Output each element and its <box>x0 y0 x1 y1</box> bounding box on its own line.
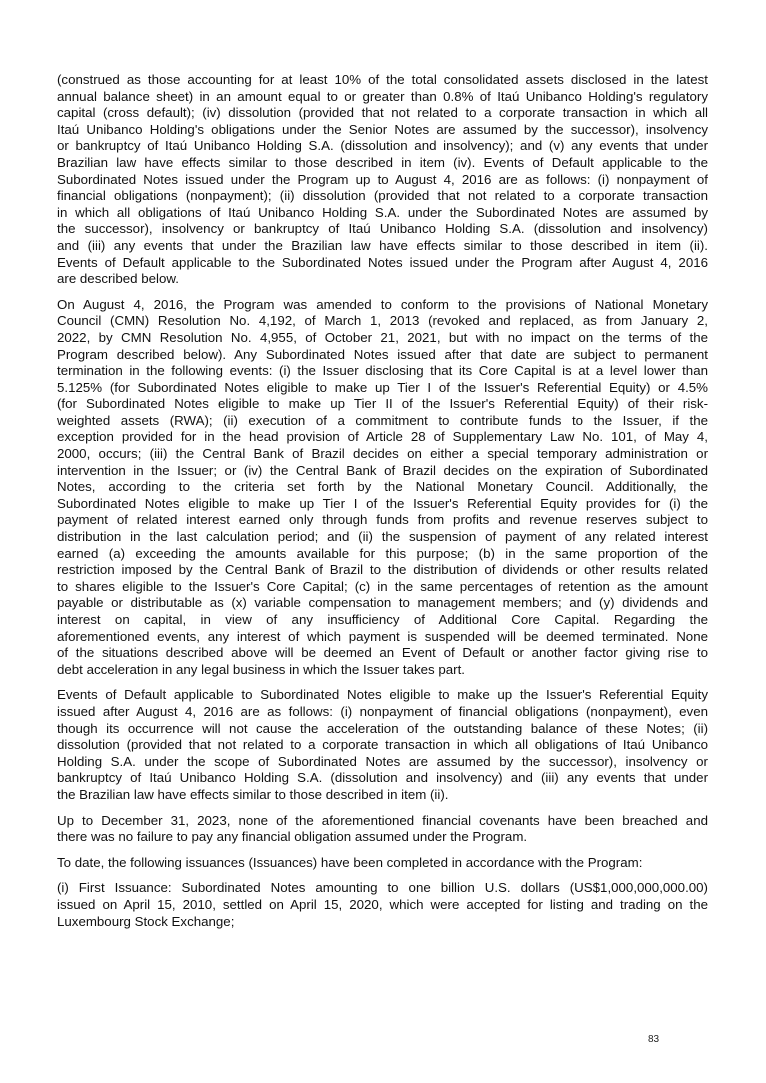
text-line: the successor), insolvency or bankruptcy of Itaú Unibanco Holding S.A. (dissolution and insolvency) <box>57 221 708 237</box>
paragraph <box>57 297 708 679</box>
text-line: Brazilian law have effects similar to those described in item (iv). Events of Default applicable to the <box>57 154 708 170</box>
text-line: 2022, by CMN Resolution No. 4,955, of October 21, 2021, but with no impact on the terms of the <box>57 329 708 345</box>
text-line: weighted assets (RWA); (ii) execution of a commitment to contribute funds to the Issuer, if the <box>57 412 708 428</box>
text-line: termination in the following events: (i) the Issuer disclosing that its Core Capital is at a level lower than <box>57 363 708 379</box>
text-line: in which all obligations of Itaú Unibanco Holding S.A. under the Subordinated Notes are assumed by <box>57 204 708 220</box>
document-body <box>57 72 708 939</box>
text-line: On August 4, 2016, the Program was amended to conform to the provisions of National Monetary <box>57 296 708 312</box>
paragraph <box>57 880 708 930</box>
text-line: 2000, occurs; (iii) the Central Bank of Brazil decides on either a special temporary administration or <box>57 446 708 462</box>
text-line: issued after August 4, 2016 are as follows: (i) nonpayment of financial obligations (nonpayment), even <box>57 703 708 719</box>
text-line: aforementioned events, any interest of which payment is suspended will be deemed terminated. None <box>57 628 708 644</box>
text-line: (construed as those accounting for at least 10% of the total consolidated assets disclosed in the latest <box>57 72 708 87</box>
text-line: Events of Default applicable to Subordinated Notes eligible to make up the Issuer's Referential Equity <box>57 687 708 703</box>
text-line: (for Subordinated Notes eligible to make up Tier II of the Issuer's Referential Equity) of their risk- <box>57 396 708 412</box>
text-line: financial obligations (nonpayment); (ii) dissolution (provided that not related to a corporate transaction <box>57 188 708 204</box>
text-line: payment of related interest earned only through funds from profits and revenue reserves subject to <box>57 512 708 528</box>
text-line: exception provided for in the head provision of Article 28 of Supplementary Law No. 101, of May 4, <box>57 429 708 445</box>
text-line: Notes, according to the criteria set forth by the National Monetary Council. Additionally, the <box>57 479 708 495</box>
paragraph <box>57 855 708 872</box>
text-line: Holding S.A. under the scope of Subordinated Notes are assumed by the successor), insolvency or <box>57 753 708 769</box>
text-line: bankruptcy of Itaú Unibanco Holding S.A. (dissolution and insolvency) and (iii) any events that under <box>57 770 708 786</box>
text-line: Events of Default applicable to the Subordinated Notes issued under the Program after August 4, 2016 <box>57 254 708 270</box>
paragraph <box>57 813 708 846</box>
text-line: Up to December 31, 2023, none of the aforementioned financial covenants have been breached and <box>57 812 708 828</box>
text-line: there was no failure to pay any financial obligation assumed under the Program. <box>57 829 528 845</box>
text-line: are described below. <box>57 271 179 287</box>
page-number: 83 <box>648 1034 660 1045</box>
text-line: To date, the following issuances (Issuances) have been completed in accordance with the Program: <box>57 854 643 870</box>
text-line: intervention in the Issuer; or (iv) the Central Bank of Brazil decides on the expiration of Subordinated <box>57 462 708 478</box>
text-line: annual balance sheet) in an amount equal to or greater than 0.8% of Itaú Unibanco Holding's regulatory <box>57 88 708 104</box>
text-line: Itaú Unibanco Holding's obligations under the Senior Notes are assumed by the successor), insolvency <box>57 121 708 137</box>
paragraph <box>57 687 708 803</box>
text-line: of the situations described above will be deemed an Event of Default or another factor giving rise to <box>57 645 708 661</box>
text-line: issued on April 15, 2010, settled on April 15, 2020, which were accepted for listing and trading on the <box>57 896 708 912</box>
text-line: the Brazilian law have effects similar to those described in item (ii). <box>57 786 449 802</box>
text-line: to shares eligible to the Issuer's Core Capital; (c) in the same percentages of retention as the amount <box>57 578 708 594</box>
text-line: restriction imposed by the Central Bank of Brazil to the distribution of dividends or other results related <box>57 562 708 578</box>
text-line: Luxembourg Stock Exchange; <box>57 913 235 929</box>
paragraph <box>57 72 708 288</box>
text-line: interest on capital, in view of any insufficiency of Additional Core Capital. Regarding the <box>57 612 708 627</box>
text-line: (i) First Issuance: Subordinated Notes amounting to one billion U.S. dollars (US$1,000,000,000.00) <box>57 880 708 896</box>
text-line: Subordinated Notes issued under the Program up to August 4, 2016 are as follows: (i) nonpayment of <box>57 171 708 187</box>
text-line: capital (cross default); (iv) dissolution (provided that not related to a corporate transaction in which all <box>57 105 708 121</box>
text-line: payable or distributable as (x) variable compensation to management members; and (y) dividends and <box>57 595 708 611</box>
text-line: earned (a) exceeding the amounts available for this purpose; (b) in the same proportion of the <box>57 545 708 561</box>
text-line: or bankruptcy of Itaú Unibanco Holding S.A. (dissolution and insolvency); and (v) any events that under <box>57 138 708 154</box>
text-line: Program described below). Any Subordinated Notes issued after that date are subject to permanent <box>57 346 708 362</box>
text-line: and (iii) any events that under the Brazilian law have effects similar to those described in item (ii). <box>57 237 708 253</box>
text-line: though its occurrence will not cause the acceleration of the outstanding balance of these Notes; (ii) <box>57 720 708 736</box>
text-line: Subordinated Notes eligible to make up Tier I of the Issuer's Referential Equity provides for (i) the <box>57 495 708 511</box>
text-line: dissolution (provided that not related to a corporate transaction in which all obligations of Itaú Unibanco <box>57 737 708 753</box>
text-line: Council (CMN) Resolution No. 4,192, of March 1, 2013 (revoked and replaced, as from January 2, <box>57 313 708 329</box>
text-line: 5.125% (for Subordinated Notes eligible to make up Tier I of the Issuer's Referential Equity) or 4.5% <box>57 379 708 395</box>
text-line: distribution in the last calculation period; and (ii) the suspension of payment of any related interest <box>57 529 708 545</box>
text-line: debt acceleration in any legal business in which the Issuer takes part. <box>57 661 466 677</box>
